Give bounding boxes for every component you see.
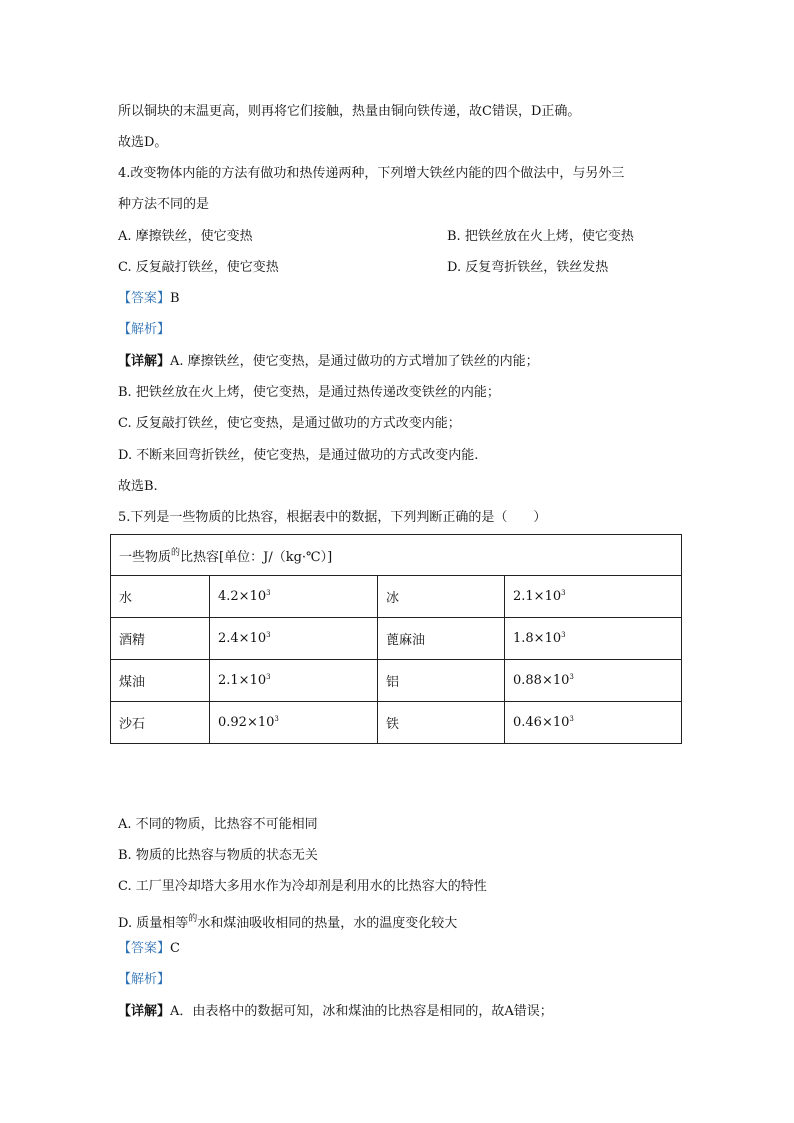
- heat-value: $0.46\times 10^3$: [505, 702, 682, 744]
- q4-option-b: B. 把铁丝放在火上烤，使它变热: [447, 229, 634, 244]
- option-d-pre: D. 质量相等: [118, 916, 189, 931]
- substance-name: 煤油: [111, 660, 210, 702]
- q4-option-a: A. 摩擦铁丝，使它变热: [118, 229, 253, 244]
- q4-option-d: D. 反复弯折铁丝，铁丝发热: [447, 260, 609, 275]
- text-line: 故选D。: [118, 135, 168, 150]
- table-title: [111, 535, 682, 576]
- table-row: [111, 660, 682, 702]
- text-line: 所以铜块的末温更高，则再将它们接触，热量由铜向铁传递，故C错误，D正确。: [118, 104, 581, 119]
- table-row: [111, 618, 682, 660]
- substance-name: 铁: [378, 702, 505, 744]
- substance-name: 冰: [378, 576, 505, 618]
- q4-detail-2: B. 把铁丝放在火上烤，使它变热，是通过热传递改变铁丝的内能；: [118, 385, 500, 400]
- heat-value: $2.1\times 10^3$: [505, 576, 682, 618]
- specific-heat-table: [110, 534, 682, 744]
- substance-name: 酒精: [111, 618, 210, 660]
- q5-option-c: C. 工厂里冷却塔大多用水作为冷却剂是利用水的比热容大的特性: [118, 879, 487, 894]
- analysis-tag: 【解析】: [118, 322, 171, 337]
- answer-value: C: [170, 941, 180, 956]
- q4-option-c: C. 反复敲打铁丝，使它变热: [118, 260, 279, 275]
- heat-value: $0.88\times 10^3$: [505, 660, 682, 702]
- q5-detail-1: [118, 1003, 553, 1021]
- detail-text: A. 摩擦铁丝，使它变热，是通过做功的方式增加了铁丝的内能；: [170, 354, 539, 369]
- answer-tag: 【答案】: [118, 941, 171, 956]
- analysis-tag: 【解析】: [118, 972, 171, 987]
- detail-tag: 【详解】: [118, 1004, 171, 1019]
- question-4: 4.改变物体内能的方法有做功和热传递两种，下列增大铁丝内能的四个做法中，与另外三: [118, 166, 625, 181]
- q5-option-b: B. 物质的比热容与物质的状态无关: [118, 848, 318, 863]
- answer-tag: 【答案】: [118, 291, 171, 306]
- question-4-cont: 种方法不同的是: [118, 197, 210, 212]
- heat-value: $2.1\times 10^3$: [210, 660, 378, 702]
- q5-answer-line: [118, 940, 180, 958]
- heat-value: $0.92\times 10^3$: [210, 702, 378, 744]
- table-row: [111, 702, 682, 744]
- table-title-pre: 一些物质: [119, 550, 172, 565]
- table-title-sup: 的: [171, 548, 181, 558]
- table-row: [111, 576, 682, 618]
- q4-detail-3: C. 反复敲打铁丝，使它变热，是通过做功的方式改变内能；: [118, 416, 461, 431]
- q4-detail-1: [118, 353, 539, 371]
- heat-value: $2.4\times 10^3$: [210, 618, 378, 660]
- q4-choice: 故选B.: [118, 479, 158, 494]
- substance-name: 沙石: [111, 702, 210, 744]
- heat-value: $4.2\times 10^3$: [210, 576, 378, 618]
- question-5: 5.下列是一些物质的比热容，根据表中的数据，下列判断正确的是（ ）: [118, 510, 547, 525]
- substance-name: 铝: [378, 660, 505, 702]
- table-title-post: 比热容[单位：J/（kg·℃）]: [180, 550, 333, 565]
- detail-text: A．由表格中的数据可知，冰和煤油的比热容是相同的，故A错误；: [170, 1004, 553, 1019]
- option-d-sup: 的: [188, 914, 198, 924]
- option-d-post: 水和煤油吸收相同的热量，水的温度变化较大: [197, 916, 458, 931]
- answer-value: B: [170, 291, 180, 306]
- heat-value: $1.8\times 10^3$: [505, 618, 682, 660]
- substance-name: 蓖麻油: [378, 618, 505, 660]
- q4-answer-line: [118, 290, 180, 308]
- detail-tag: 【详解】: [118, 354, 171, 369]
- substance-name: 水: [111, 576, 210, 618]
- q5-option-d: [118, 910, 457, 933]
- q4-detail-4: D. 不断来回弯折铁丝，使它变热，是通过做功的方式改变内能.: [118, 448, 479, 463]
- q5-option-a: A. 不同的物质，比热容不可能相同: [118, 817, 318, 832]
